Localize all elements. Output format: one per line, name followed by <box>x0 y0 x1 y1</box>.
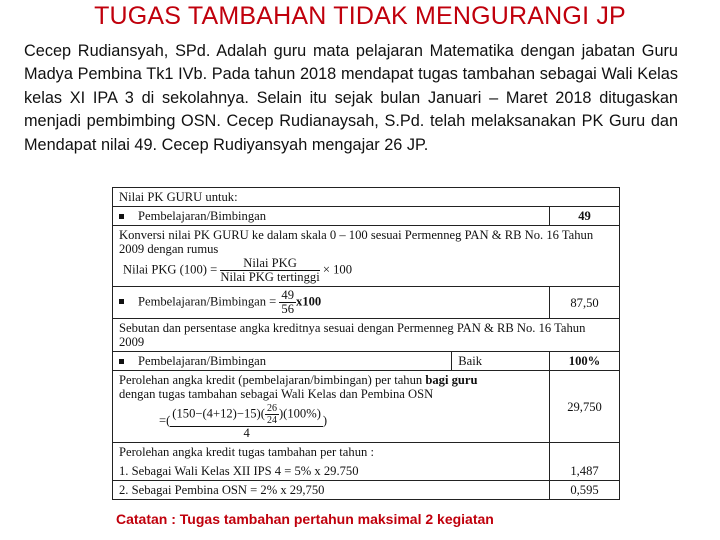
bullet-icon <box>119 359 124 364</box>
table-row: Perolehan angka kredit (pembelajaran/bimbingan) per tahun bagi guru dengan tugas tambahan sebagai Wali Kelas dan Pembina OSN =( (150−(4+12)−15)( $\frac{26}{24}$ )(100%) 4 ) 29,750 <box>113 371 620 443</box>
table-row <box>113 226 620 287</box>
wali-kelas-item: 1. Sebagai Wali Kelas XII IPS 4 = 5% x 29.750 <box>119 464 359 478</box>
table-row <box>113 319 620 352</box>
pembina-osn-item: 2. Sebagai Pembina OSN = 2% x 29,750 <box>113 481 550 500</box>
note-text: Catatan : Tugas tambahan pertahun maksimal 2 kegiatan <box>116 511 494 527</box>
table-row <box>113 481 620 500</box>
table-row <box>113 207 620 226</box>
pembina-osn-value: 0,595 <box>550 481 620 500</box>
bullet-icon <box>119 299 124 304</box>
table-row: Pembelajaran/Bimbingan Baik 100% <box>113 352 620 371</box>
annual-credit-value: 29,750 <box>550 371 620 443</box>
bullet-icon <box>119 214 124 219</box>
table-row: Perolehan angka kredit tugas tambahan per tahun : 1. Sebagai Wali Kelas XII IPS 4 = 5% x 29.750 1,487 <box>113 443 620 481</box>
converted-score-value: 87,50 <box>550 287 620 319</box>
pk-guru-header: Nilai PK GURU untuk: <box>113 188 620 207</box>
case-paragraph: Cecep Rudiansyah, SPd. Adalah guru mata pelajaran Matematika dengan jabatan Guru Madya Pembina Tk1 IVb. Pada tahun 2018 mendapat tugas tambahan sebagai Wali Kelas kelas XI IPA 3 di sekolahnya. Selain itu sejak bulan Januari – Maret 2018 ditugaskan menjadi pembimbing OSN. Cecep Rudianaysah, S.Pd. telah melaksanakan PK Guru dan Mendapat nilai 49. Cecep Rudiyansyah mengajar 26 JP. <box>24 42 678 154</box>
credit-calculation-table <box>112 187 620 500</box>
grade-cell: Baik <box>452 352 550 371</box>
page-title: TUGAS TAMBAHAN TIDAK MENGURANGI JP <box>94 2 626 30</box>
conversion-formula: Nilai PKG (100) = $\frac{\text{Nilai PKG}}{\text{Nilai PKG tertinggi}}$ × 100 <box>123 256 353 284</box>
percentage-value: 100% <box>550 352 620 371</box>
pembelajaran-label: Pembelajaran/Bimbingan <box>138 209 267 223</box>
wali-kelas-value: 1,487 <box>550 443 620 481</box>
sebutan-text: Sebutan dan persentase angka kreditnya sesuai dengan Permenneg PAN & RB No. 16 Tahun 2009 <box>113 319 620 352</box>
credit-formula: =( (150−(4+12)−15)( $\frac{26}{24}$ )(100%) 4 ) <box>159 403 328 440</box>
table-row <box>113 188 620 207</box>
pk-score-value: 49 <box>550 207 620 226</box>
table-row: Pembelajaran/Bimbingan = $\frac{49}{56}$ x100 87,50 <box>113 287 620 319</box>
conversion-text: Konversi nilai PK GURU ke dalam skala 0 – 100 sesuai Permenneg PAN & RB No. 16 Tahun 2009 dengan rumus <box>119 228 594 256</box>
